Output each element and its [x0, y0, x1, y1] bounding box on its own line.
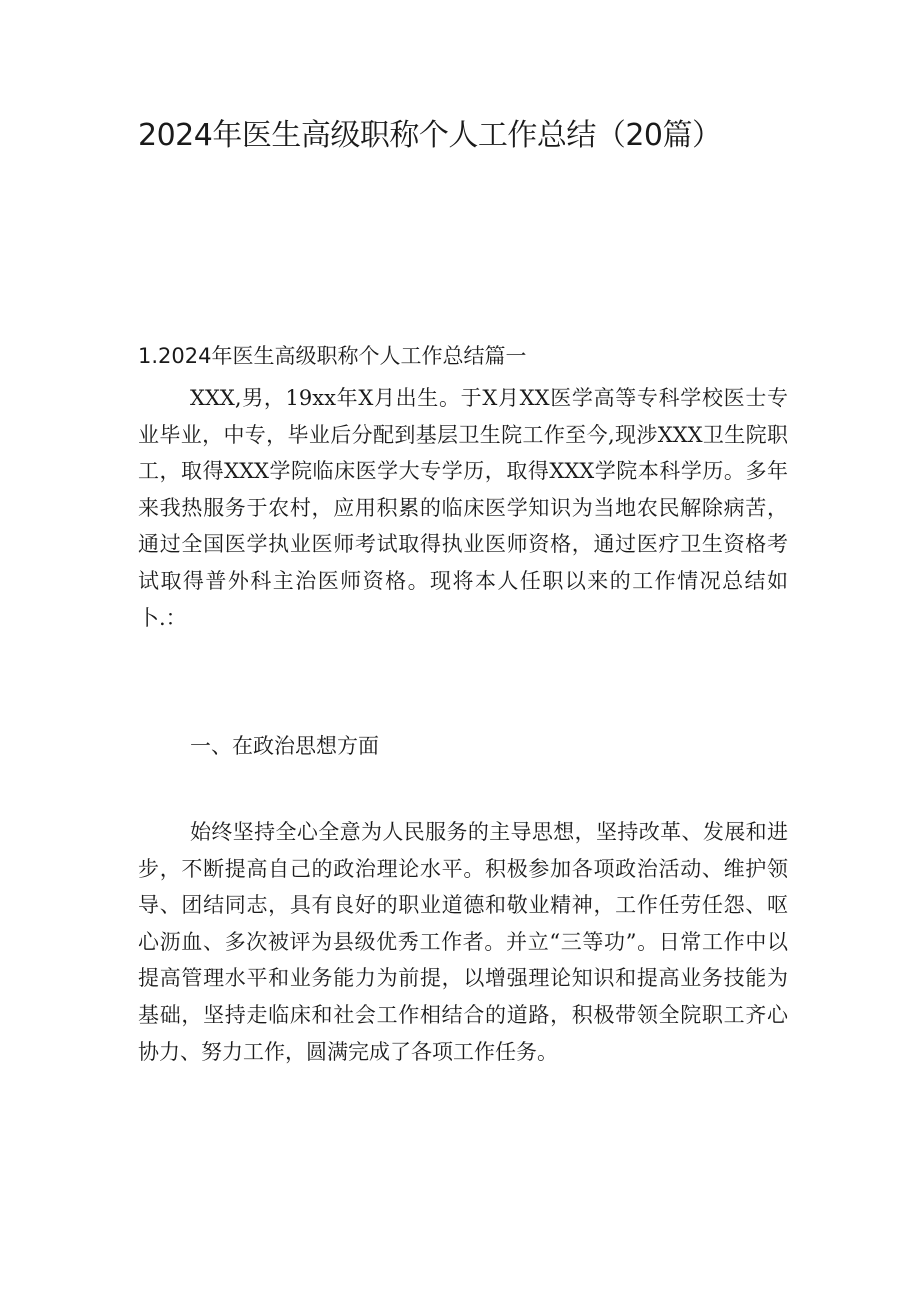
- intro-paragraph: XXX,男，19xx年X月出生。于X月XX医学高等专科学校医士专业毕业，中专，毕业后分配到基层卫生院工作至今,现涉XXX卫生院职工，取得XXX学院临床医学大专学历，取得XXX学院本科学历。多年来我热服务于农村，应用积累的临床医学知识为当地农民解除病苦，通过全国医学执业医师考试取得执业医师资格，通过医疗卫生资格考试取得普外科主治医师资格。现将本人任职以来的工作情况总结如卜.：: [138, 386, 788, 630]
- subheading-politics: 一、在政治思想方面: [190, 734, 379, 758]
- document-title: 2024年医生高级职称个人工作总结（20篇）: [138, 118, 722, 153]
- politics-paragraph: 始终坚持全心全意为人民服务的主导思想，坚持改革、发展和进步，不断提高自己的政治理论水平。积极参加各项政治活动、维护领导、团结同志，具有良好的职业道德和敬业精神，工作任劳任怨、呕心沥血、多次被评为县级优秀工作者。并立“三等功”。日常工作中以提高管理水平和业务能力为前提，以增强理论知识和提高业务技能为基础，坚持走临床和社会工作相结合的道路，积极带领全院职工齐心协力、努力工作，圆满完成了各项工作任务。: [138, 820, 788, 1064]
- section-heading: 1.2024年医生高级职称个人工作总结篇一: [138, 344, 527, 368]
